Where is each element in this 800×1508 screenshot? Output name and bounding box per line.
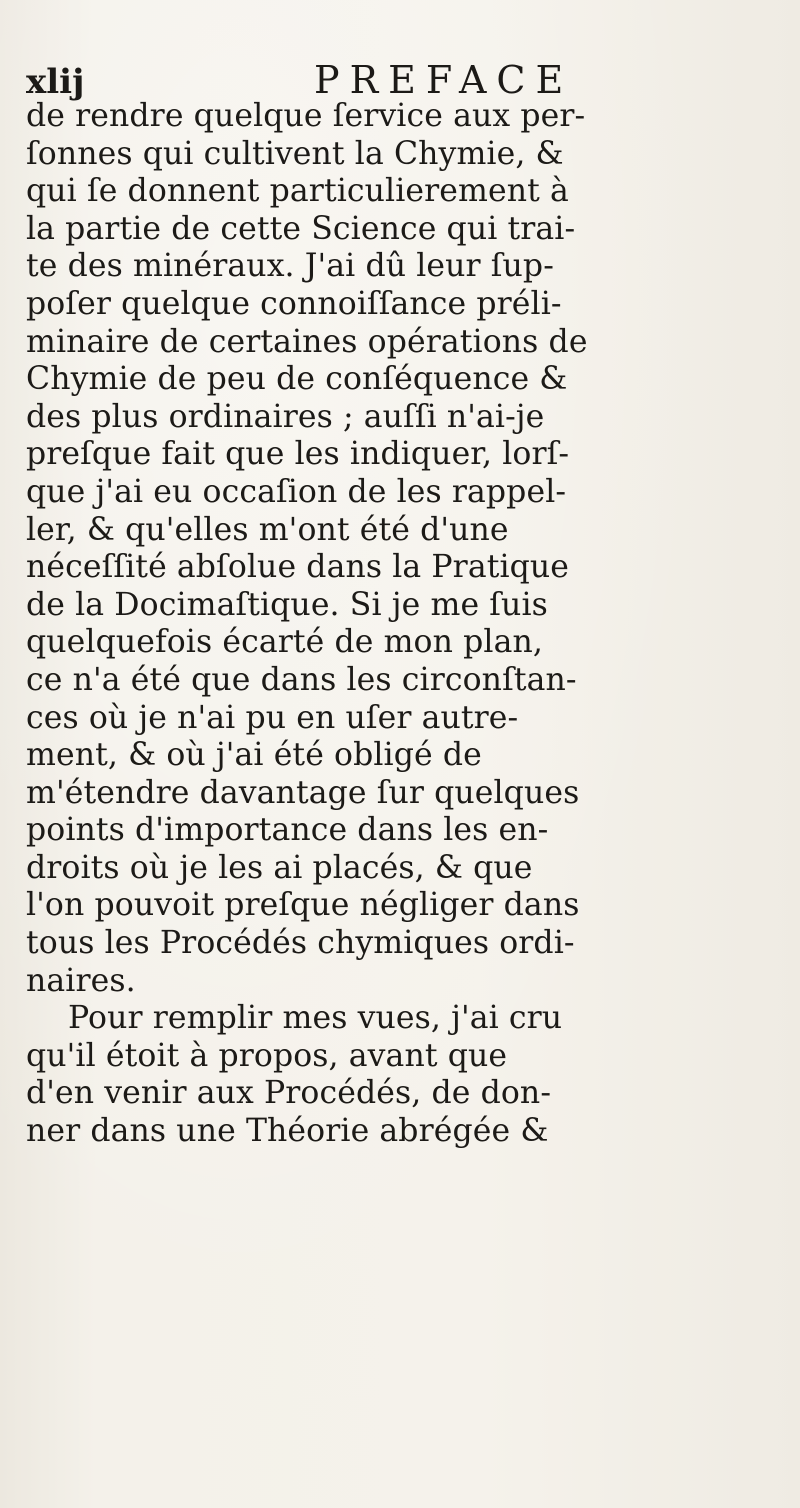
text-line-paragraph-start: Pour remplir mes vues, j'ai cru: [68, 1000, 563, 1037]
text-line: de la Docimaſtique. Si je me ſuis: [26, 586, 548, 623]
text-line: de rendre quelque ſervice aux per-: [26, 98, 586, 134]
text-line: ces où je n'ai pu en uſer autre-: [26, 699, 519, 736]
text-line: minaire de certaines opérations de: [26, 323, 588, 360]
text-line: naires.: [26, 962, 136, 999]
text-line: poſer quelque connoiſſance préli-: [26, 285, 562, 322]
text-line: te des minéraux. J'ai dû leur ſup-: [26, 248, 554, 285]
text-line: d'en venir aux Procédés, de don-: [26, 1075, 552, 1112]
body-text: [26, 98, 796, 1151]
text-line: preſque fait que les indiquer, lorſ-: [26, 436, 570, 473]
text-line: qui ſe donnent particulierement à: [26, 173, 569, 210]
text-line: la partie de cette Science qui trai-: [26, 210, 576, 247]
text-line: quelquefois écarté de mon plan,: [26, 624, 543, 661]
text-line: ſonnes qui cultivent la Chymie, &: [26, 135, 564, 172]
text-line: tous les Procédés chymiques ordi-: [26, 925, 575, 962]
text-line: ce n'a été que dans les circonſtan-: [26, 661, 577, 698]
text-line: ment, & où j'ai été obligé de: [26, 737, 482, 774]
text-line: droits où je les ai placés, & que: [26, 849, 533, 886]
text-line: ler, & qu'elles m'ont été d'une: [26, 511, 509, 548]
text-line: points d'importance dans les en-: [26, 812, 549, 849]
text-line: m'étendre davantage ſur quelques: [26, 774, 580, 811]
text-line: Chymie de peu de conſéquence &: [26, 361, 568, 398]
page-number: xlij: [26, 62, 85, 102]
text-line: qu'il étoit à propos, avant que: [26, 1037, 508, 1074]
text-line: l'on pouvoit preſque négliger dans: [26, 887, 580, 924]
text-line: ner dans une Théorie abrégée &: [26, 1113, 549, 1150]
running-head: PREFACE: [314, 58, 574, 102]
text-line: néceſſité abſolue dans la Pratique: [26, 549, 570, 586]
text-line: des plus ordinaires ; auſſi n'ai-je: [26, 398, 545, 435]
text-line: que j'ai eu occaſion de les rappel-: [26, 473, 567, 510]
